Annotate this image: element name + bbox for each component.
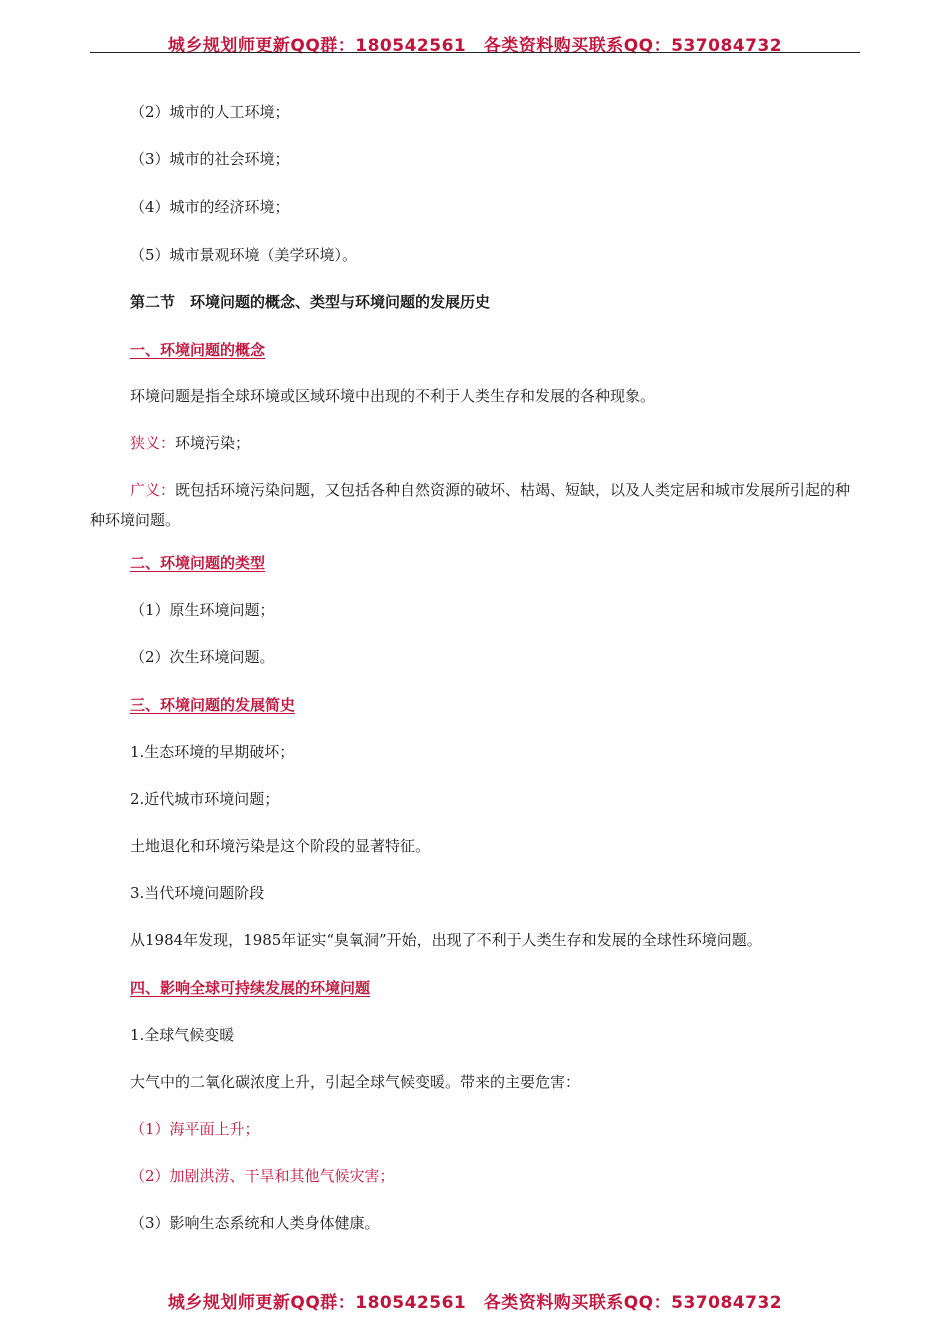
heading-global: 四、影响全球可持续发展的环境问题 xyxy=(130,979,371,997)
list-item: 1.全球气候变暖 xyxy=(130,1026,235,1044)
paragraph: 土地退化和环境污染是这个阶段的显著特征。 xyxy=(130,837,431,855)
section-title: 第二节 环境问题的概念、类型与环境问题的发展历史 xyxy=(130,293,491,311)
header-rule xyxy=(90,52,860,53)
narrow-text: 环境污染； xyxy=(175,434,251,452)
list-item: （2）加剧洪涝、干旱和其他气候灾害； xyxy=(130,1167,395,1185)
list-item: （2）城市的人工环境； xyxy=(130,103,290,121)
broad-text: 既包括环境污染问题，又包括各种自然资源的破坏、枯竭、短缺，以及人类定居和城市发展所引起的种种环境问题。 xyxy=(90,481,851,529)
broad-definition xyxy=(90,475,860,535)
list-item: （3）城市的社会环境； xyxy=(130,150,290,168)
heading-types: 二、环境问题的类型 xyxy=(130,554,266,572)
list-item: 2.近代城市环境问题； xyxy=(130,790,280,808)
narrow-definition xyxy=(130,433,250,453)
list-item: （1）海平面上升； xyxy=(130,1120,260,1138)
broad-label: 广义： xyxy=(130,481,176,499)
list-item: 1.生态环境的早期破坏； xyxy=(130,743,295,761)
heading-history: 三、环境问题的发展简史 xyxy=(130,696,296,714)
list-item: （4）城市的经济环境； xyxy=(130,198,290,216)
list-item: （5）城市景观环境（美学环境）。 xyxy=(130,246,358,264)
page-header: 城乡规划师更新QQ群：180542561 各类资料购买联系QQ：537084732 xyxy=(167,36,783,56)
heading-concept: 一、环境问题的概念 xyxy=(130,341,266,359)
paragraph: 大气中的二氧化碳浓度上升，引起全球气候变暖。带来的主要危害： xyxy=(130,1073,581,1091)
page-footer: 城乡规划师更新QQ群：180542561 各类资料购买联系QQ：537084732 xyxy=(167,1293,783,1313)
paragraph: 从1984年发现，1985年证实“臭氧洞”开始，出现了不利于人类生存和发展的全球性环境问题。 xyxy=(130,931,762,949)
list-item: （2）次生环境问题。 xyxy=(130,648,275,666)
narrow-label: 狭义： xyxy=(130,434,176,452)
list-item: 3.当代环境问题阶段 xyxy=(130,884,265,902)
paragraph: 环境问题是指全球环境或区域环境中出现的不利于人类生存和发展的各种现象。 xyxy=(130,387,656,405)
list-item: （1）原生环境问题； xyxy=(130,601,275,619)
list-item: （3）影响生态系统和人类身体健康。 xyxy=(130,1214,380,1232)
